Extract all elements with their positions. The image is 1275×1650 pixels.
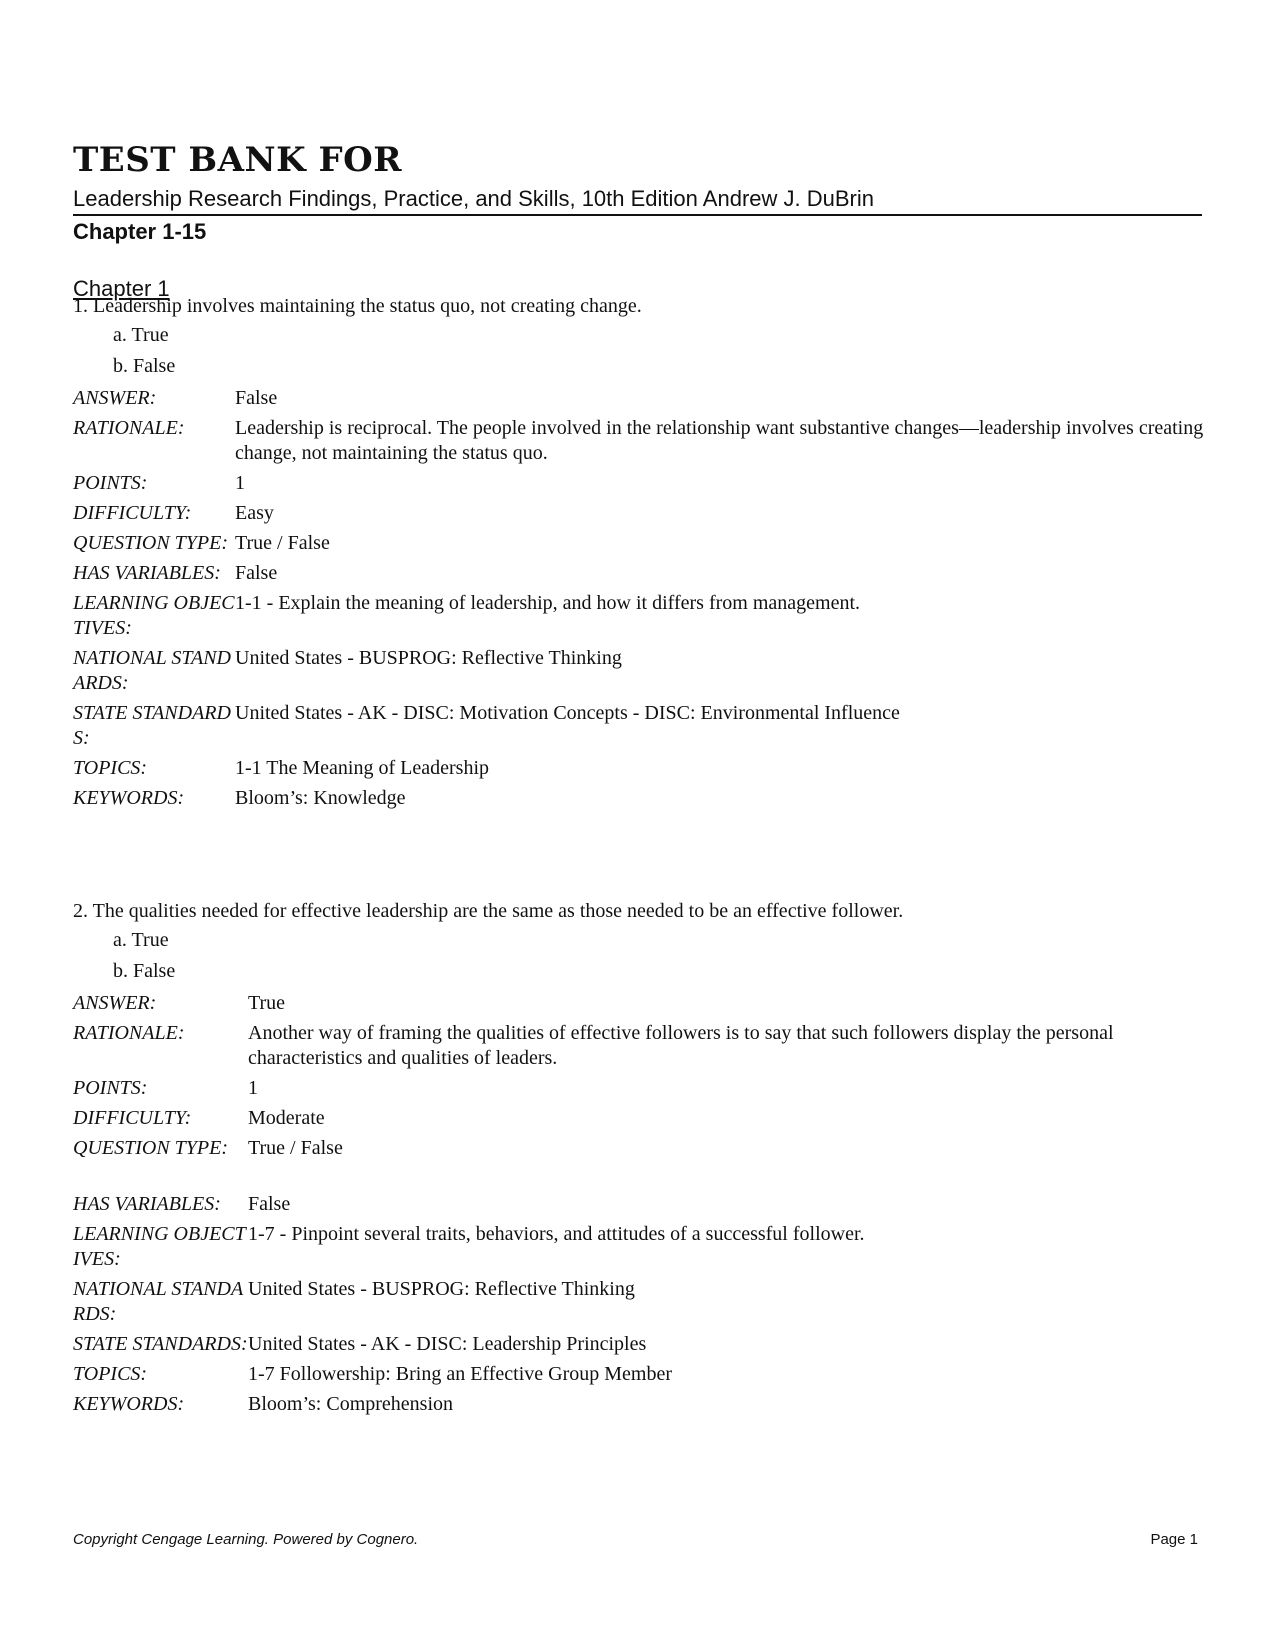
question-type-row <box>73 531 1208 556</box>
book-subtitle: Leadership Research Findings, Practice, and Skills, 10th Edition Andrew J. DuBrin <box>73 186 874 211</box>
option-false: b. False <box>113 355 176 377</box>
answer-options <box>73 320 1208 381</box>
keywords-row <box>73 1392 1208 1417</box>
topics-row <box>73 756 1208 781</box>
topics-label: TOPICS: <box>73 1363 148 1385</box>
document-title: TEST BANK FOR <box>73 140 403 180</box>
national-standards-value: United States - BUSPROG: Reflective Thinking <box>235 647 622 669</box>
question-block-2 <box>73 898 1208 1417</box>
question-type-label: QUESTION TYPE: <box>73 532 229 554</box>
page-number: Page 1 <box>1150 1531 1198 1548</box>
option-true: a. True <box>113 929 169 951</box>
keywords-row <box>73 786 1208 811</box>
has-variables-row <box>73 561 1208 586</box>
question-block-1 <box>73 293 1208 811</box>
option-true: a. True <box>113 324 169 346</box>
question-type-value: True / False <box>235 532 330 554</box>
rationale-row <box>73 1021 1208 1071</box>
chapter-heading: Chapter 1 <box>73 276 170 301</box>
topics-label: TOPICS: <box>73 757 148 779</box>
national-standards-value: United States - BUSPROG: Reflective Thinking <box>248 1278 635 1300</box>
answer-value: True <box>248 992 286 1014</box>
keywords-label: KEYWORDS: <box>73 1393 185 1415</box>
difficulty-row <box>73 501 1208 526</box>
question-stem: 1. Leadership involves maintaining the status quo, not creating change. <box>73 295 642 317</box>
points-row <box>73 471 1208 496</box>
state-standards-label: STATE STANDARDS: <box>73 1333 248 1355</box>
points-label: POINTS: <box>73 472 148 494</box>
answer-row <box>73 991 1208 1016</box>
state-standards-value: United States - AK - DISC: Motivation Concepts - DISC: Environmental Influence <box>235 702 900 724</box>
state-standards-row <box>73 701 1208 751</box>
has-variables-value: False <box>235 562 278 584</box>
learning-objectives-label: LEARNING OBJECTIVES: <box>73 592 235 639</box>
points-value: 1 <box>248 1077 258 1099</box>
learning-objectives-label: LEARNING OBJECTIVES: <box>73 1223 246 1270</box>
rationale-value: Leadership is reciprocal. The people involved in the relationship want substantive changes—leadership involves creating change, not maintaining the status quo. <box>235 417 1204 464</box>
question-type-value: True / False <box>248 1137 343 1159</box>
topics-value: 1-1 The Meaning of Leadership <box>235 757 489 779</box>
option-false: b. False <box>113 960 176 982</box>
rationale-label: RATIONALE: <box>73 1022 185 1044</box>
copyright-footer: Copyright Cengage Learning. Powered by Cognero. <box>73 1531 419 1548</box>
difficulty-row <box>73 1106 1208 1131</box>
has-variables-label: HAS VARIABLES: <box>73 562 221 584</box>
state-standards-value: United States - AK - DISC: Leadership Principles <box>248 1333 647 1355</box>
answer-row <box>73 386 1208 411</box>
national-standards-label: NATIONAL STANDARDS: <box>73 647 231 694</box>
answer-options <box>73 925 1208 986</box>
learning-objectives-value: 1-7 - Pinpoint several traits, behaviors, and attitudes of a successful follower. <box>248 1223 865 1245</box>
difficulty-label: DIFFICULTY: <box>73 1107 192 1129</box>
rationale-row <box>73 416 1208 466</box>
state-standards-row <box>73 1332 1208 1357</box>
has-variables-row <box>73 1192 1208 1217</box>
chapter-range: Chapter 1-15 <box>73 219 207 244</box>
answer-label: ANSWER: <box>73 992 157 1014</box>
header-divider <box>73 214 1202 216</box>
topics-value: 1-7 Followership: Bring an Effective Group Member <box>248 1363 672 1385</box>
learning-objectives-value: 1-1 - Explain the meaning of leadership, and how it differs from management. <box>235 592 860 614</box>
national-standards-row <box>73 1277 1208 1327</box>
keywords-label: KEYWORDS: <box>73 787 185 809</box>
difficulty-value: Easy <box>235 502 274 524</box>
difficulty-value: Moderate <box>248 1107 325 1129</box>
rationale-value: Another way of framing the qualities of effective followers is to say that such followers display the personal characteristics and qualities of leaders. <box>248 1022 1114 1069</box>
learning-objectives-row <box>73 591 1208 641</box>
has-variables-value: False <box>248 1193 291 1215</box>
national-standards-row <box>73 646 1208 696</box>
difficulty-label: DIFFICULTY: <box>73 502 192 524</box>
state-standards-label: STATE STANDARDS: <box>73 702 231 749</box>
has-variables-label: HAS VARIABLES: <box>73 1193 221 1215</box>
question-type-label: QUESTION TYPE: <box>73 1137 229 1159</box>
keywords-value: Bloom’s: Comprehension <box>248 1393 453 1415</box>
topics-row <box>73 1362 1208 1387</box>
answer-value: False <box>235 387 278 409</box>
points-value: 1 <box>235 472 245 494</box>
question-type-row <box>73 1136 1208 1161</box>
national-standards-label: NATIONAL STANDARDS: <box>73 1278 244 1325</box>
learning-objectives-row <box>73 1222 1208 1272</box>
answer-label: ANSWER: <box>73 387 157 409</box>
points-label: POINTS: <box>73 1077 148 1099</box>
rationale-label: RATIONALE: <box>73 417 185 439</box>
question-stem: 2. The qualities needed for effective leadership are the same as those needed to be an effective follower. <box>73 900 904 922</box>
keywords-value: Bloom’s: Knowledge <box>235 787 406 809</box>
points-row <box>73 1076 1208 1101</box>
